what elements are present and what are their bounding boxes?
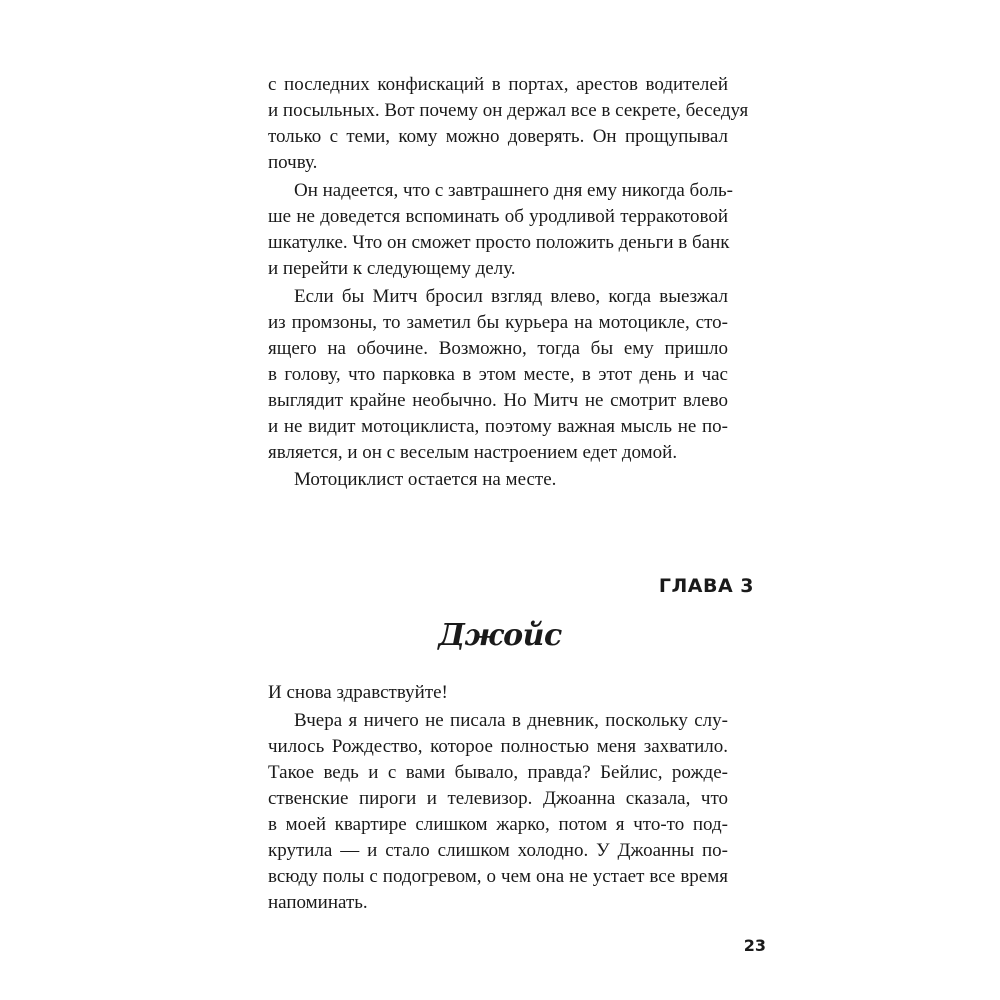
text-line: ственские пироги и телевизор. Джоанна сказала, что — [268, 788, 728, 809]
text-line: в моей квартире слишком жарко, потом я что-то под- — [268, 814, 728, 835]
text-line: И снова здравствуйте! — [268, 682, 448, 703]
text-line: напоминать. — [268, 892, 368, 913]
text-line: чилось Рождество, которое полностью меня захватило. — [268, 736, 728, 757]
text-line: и не видит мотоциклиста, поэтому важная мысль не по- — [268, 416, 728, 437]
text-line: в голову, что парковка в этом месте, в этот день и час — [268, 364, 728, 385]
chapter-title: Джойс — [438, 618, 562, 653]
text-line: Он надеется, что с завтрашнего дня ему никогда боль- — [294, 180, 733, 201]
text-line: Мотоциклист остается на месте. — [294, 469, 557, 490]
chapter-label: ГЛАВА 3 — [658, 575, 754, 597]
text-line: крутила — и стало слишком холодно. У Джоанны по- — [268, 840, 728, 861]
text-line: и посыльных. Вот почему он держал все в секрете, беседуя — [268, 100, 749, 121]
text-line: Вчера я ничего не писала в дневник, поскольку слу- — [294, 710, 728, 731]
text-line: Такое ведь и с вами бывало, правда? Бейлис, рожде- — [268, 762, 728, 783]
text-line: является, и он с веселым настроением едет домой. — [268, 442, 678, 463]
text-line: ящего на обочине. Возможно, тогда бы ему пришло — [268, 338, 728, 359]
text-line: и перейти к следующему делу. — [268, 258, 516, 279]
text-line: шкатулке. Что он сможет просто положить деньги в банк — [268, 232, 730, 253]
text-line: только с теми, кому можно доверять. Он прощупывал — [268, 126, 728, 147]
text-line: с последних конфискаций в портах, арестов водителей — [268, 74, 728, 95]
text-line: выглядит крайне необычно. Но Митч не смотрит влево — [268, 390, 728, 411]
text-line: всюду полы с подогревом, о чем она не устает все время — [268, 866, 728, 887]
text-line: из промзоны, то заметил бы курьера на мотоцикле, сто- — [268, 312, 728, 333]
text-line: почву. — [268, 152, 318, 173]
text-line: Если бы Митч бросил взгляд влево, когда выезжал — [294, 286, 728, 307]
text-line: ше не доведется вспоминать об уродливой терракотовой — [268, 206, 728, 227]
page-number: 23 — [743, 936, 766, 955]
